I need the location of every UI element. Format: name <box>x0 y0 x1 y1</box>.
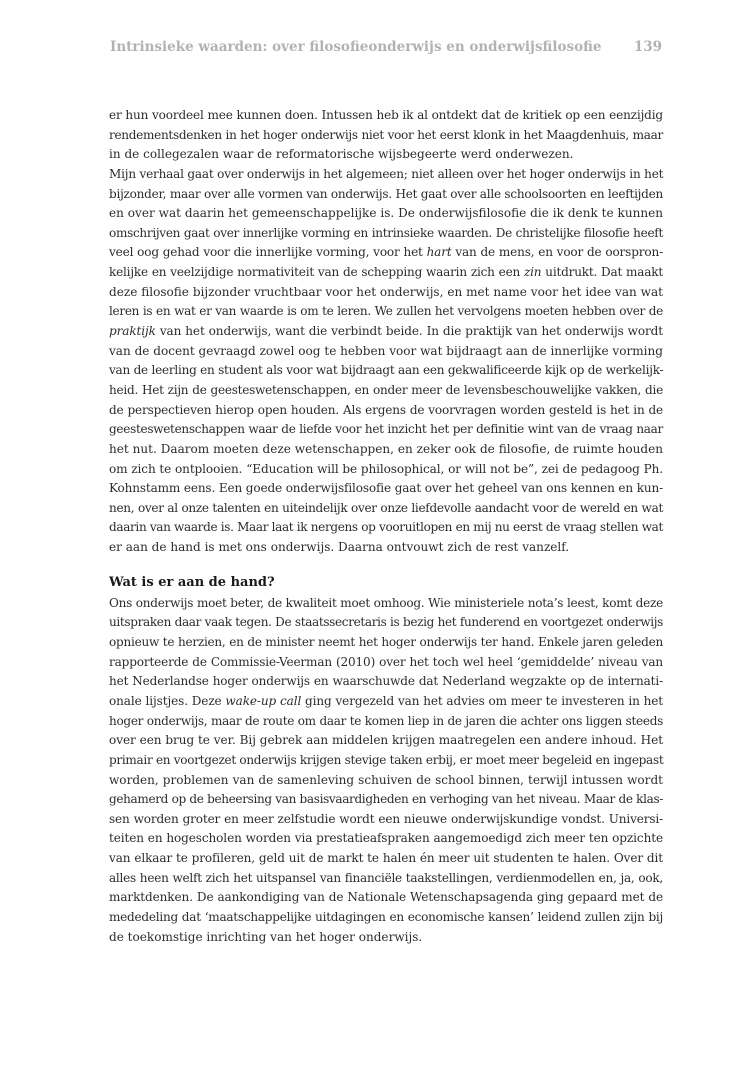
section-heading: Wat is er aan de hand? <box>109 574 275 590</box>
text-line: marktdenken. De aankondiging van de Nationale Wetenschapsagenda ging gepaard met de <box>109 890 663 905</box>
text-line: van de leerling en student als voor wat bijdraagt aan een gekwalificeerde kijk op de werkelijk- <box>109 363 664 378</box>
paragraph-2 <box>109 165 663 558</box>
text-line: hoger onderwijs, maar de route om daar te komen liep in de jaren die achter ons liggen steeds <box>109 713 663 728</box>
text-line: Ons onderwijs moet beter, de kwaliteit moet omhoog. Wie ministeriele nota’s leest, komt deze <box>109 595 663 610</box>
text-line: om zich te ontplooien. “Education will be philosophical, or will not be”, zei de pedagoog Ph. <box>109 461 663 476</box>
text-line: daarin van waarde is. Maar laat ik nergens op vooruitlopen en mij nu eerst de vraag stellen wat <box>109 520 663 535</box>
section-spacer <box>109 558 663 572</box>
text-line: gehamerd op de beheersing van basisvaardigheden en verhoging van het niveau. Maar de klas- <box>109 792 663 807</box>
text-line: van elkaar te profileren, geld uit de markt te halen én meer uit studenten te halen. Over dit <box>109 851 663 866</box>
text-line: geesteswetenschappen waar de liefde voor het inzicht het per definitie wint van de vraag naar <box>109 422 663 437</box>
text-line: de perspectieven hierop open houden. Als ergens de voorvragen worden gesteld is het in de <box>109 402 663 417</box>
text-run: van het onderwijs, want die verbindt beide. In die praktijk van het onderwijs wordt <box>155 324 663 339</box>
paragraph-1 <box>109 106 663 165</box>
text-line: van de docent gevraagd zowel oog te hebben voor wat bijdraagt aan de innerlijke vorming <box>109 343 663 358</box>
text-line: de toekomstige inrichting van het hoger onderwijs. <box>109 929 423 944</box>
text-line: worden, problemen van de samenleving schuiven de school binnen, terwijl intussen wordt <box>109 772 663 787</box>
text-line: leren is en wat er van waarde is om te leren. We zullen het vervolgens moeten hebben over de <box>109 304 663 319</box>
body-text <box>109 106 663 947</box>
text-line: er hun voordeel mee kunnen doen. Intussen heb ik al ontdekt dat de kritiek op een eenzijdig <box>109 108 663 122</box>
text-run: van de mens, en voor de oorspron- <box>451 245 663 260</box>
text-run: onale lijstjes. Deze <box>109 693 226 708</box>
text-run: ging vergezeld van het advies om meer te investeren in het <box>301 693 664 708</box>
page-number: 139 <box>633 39 662 55</box>
text-line: er aan de hand is met ons onderwijs. Daarna ontvouwt zich de rest vanzelf. <box>109 540 570 555</box>
text-line: deze filosofie bijzonder vruchtbaar voor het onderwijs, en met name voor het idee van wat <box>109 284 663 299</box>
text-line: rapporteerde de Commissie-Veerman (2010) over het toch wel heel ‘gemiddelde’ niveau van <box>109 654 663 669</box>
text-run: kelijke en veelzijdige normativiteit van de schepping waarin zich een <box>109 265 524 280</box>
text-run: uitdrukt. Dat maakt <box>541 265 663 280</box>
text-line <box>109 243 663 263</box>
text-line: het nut. Daarom moeten deze wetenschappen, en zeker ook de filosofie, de ruimte houden <box>109 441 663 456</box>
text-line: Mijn verhaal gaat over onderwijs in het algemeen; niet alleen over het hoger onderwijs in het <box>109 166 664 181</box>
running-head-title: Intrinsieke waarden: over filosofieonderwijs en onderwijsfilosofie <box>110 39 602 55</box>
text-line: en over wat daarin het gemeenschappelijke is. De onderwijsfilosofie die ik denk te kunnen <box>109 206 663 221</box>
text-line: uitspraken daar vaak tegen. De staatssecretaris is bezig het funderend en voortgezet onderwijs <box>109 615 663 630</box>
text-line <box>109 263 663 283</box>
text-line: teiten en hogescholen worden via prestatieafspraken aangemoedigd zich meer ten opzichte <box>109 831 663 846</box>
text-line: primair en voortgezet onderwijs krijgen stevige taken erbij, er moet meer begeleid en ingepast <box>109 752 664 767</box>
text-line: alles heen welft zich het uitspansel van financiële taakstellingen, verdienmodellen en, ja, ook, <box>109 870 663 885</box>
text-line: nen, over al onze talenten en uiteindelijk over onze liefdevolle aandacht voor de wereld en wat <box>109 500 663 515</box>
text-line <box>109 322 663 342</box>
text-line: rendementsdenken in het hoger onderwijs niet voor het eerst klonk in het Maagdenhuis, maar <box>109 127 663 142</box>
text-line: over een brug te ver. Bij gebrek aan middelen krijgen maatregelen een andere inhoud. Het <box>109 733 663 748</box>
text-line: bijzonder, maar over alle vormen van onderwijs. Het gaat over alle schoolsoorten en leeftijden <box>109 186 664 201</box>
text-line: opnieuw te herzien, en de minister neemt het hoger onderwijs ter hand. Enkele jaren geleden <box>109 635 663 650</box>
paragraph-3 <box>109 594 663 948</box>
text-line: mededeling dat ‘maatschappelijke uitdagingen en economische kansen’ leidend zullen zijn bij <box>109 909 663 924</box>
emphasis: hart <box>426 245 452 260</box>
text-line: heid. Het zijn de geesteswetenschappen, en onder meer de levensbeschouwelijke vakken, die <box>109 382 663 397</box>
text-line: in de collegezalen waar de reformatorische wijsbegeerte werd onderwezen. <box>109 147 574 162</box>
text-line: sen worden groter en meer zelfstudie wordt een nieuwe onderwijskundige vondst. Universi- <box>109 811 663 826</box>
emphasis: wake-up call <box>225 693 302 708</box>
text-line <box>109 692 663 712</box>
text-run: veel oog gehad voor die innerlijke vorming, voor het <box>109 245 427 260</box>
emphasis: praktijk <box>109 324 156 339</box>
text-line: het Nederlandse hoger onderwijs en waarschuwde dat Nederland wegzakte op de internati- <box>109 674 663 689</box>
text-line: Kohnstamm eens. Een goede onderwijsfilosofie gaat over het geheel van ons kennen en kun- <box>109 481 663 496</box>
text-line: omschrijven gaat over innerlijke vorming en intrinsieke waarden. De christelijke filosofie heeft <box>109 225 663 240</box>
emphasis: zin <box>524 265 542 280</box>
